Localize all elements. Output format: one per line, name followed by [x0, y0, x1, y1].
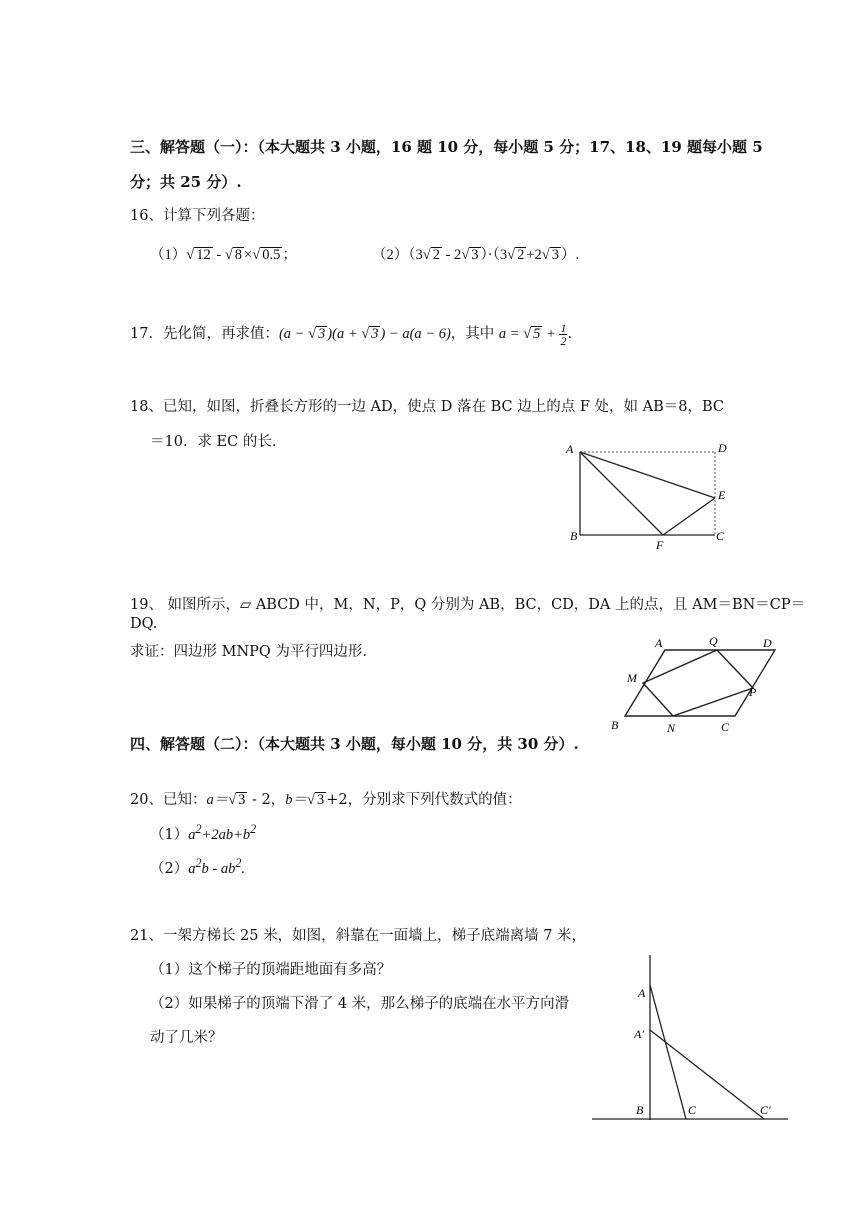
sqrt-icon: √	[307, 792, 315, 808]
sqrt-icon: √	[541, 247, 550, 263]
q19-label-m: M	[627, 671, 637, 685]
q18-label-e: E	[718, 488, 726, 502]
section-3-heading-line2: 分；共 25 分）.	[130, 173, 242, 191]
q19-label-a: A	[655, 636, 663, 650]
sqrt-icon: √	[224, 247, 233, 263]
q18-label-a: A	[566, 442, 574, 456]
sqrt-icon: √	[186, 247, 195, 263]
q19-figure	[605, 630, 785, 740]
q21-figure	[588, 950, 793, 1125]
q21-label-b: B	[636, 1103, 644, 1117]
sqrt-icon: √	[422, 247, 431, 263]
sqrt-icon: √	[308, 326, 317, 342]
q20-part1-expr: $a^2+2ab+b^2$	[188, 822, 257, 843]
q21-line2: （1）这个梯子的顶端距地面有多高？	[150, 962, 392, 978]
q18-label-d: D	[718, 441, 727, 455]
q19-label-c: C	[721, 720, 730, 734]
fraction: $\frac{1}{2}$	[560, 321, 567, 349]
q18-label-c: C	[716, 529, 725, 543]
q19-label-q: Q	[709, 634, 718, 648]
q21-label-a: A	[638, 986, 646, 1000]
q19-line2: DQ.	[130, 616, 158, 632]
sqrt-icon: √	[228, 792, 237, 808]
q20-part2-expr: $a^2b - ab^2$.	[188, 856, 246, 877]
q18-label-f: F	[656, 538, 664, 552]
q20-part2: $(2)a^2b - ab^2$.	[150, 856, 246, 877]
q20-part1: $(1)a^2+2ab+b^2$	[150, 822, 257, 843]
q18-line1: 18、已知，如图，折叠长方形的一边 AD，使点 D 落在 BC 边上的点 F 处，如 AB＝8，BC	[130, 399, 724, 415]
q21-label-c: C	[688, 1103, 697, 1117]
q21-line4: 动了几米？	[150, 1030, 223, 1046]
q19-label-p: P	[749, 685, 757, 699]
q19-line1: 19、 如图所示，▱ ABCD 中，M，N，P，Q 分别为 AB，BC，CD，DA 上的点，且 AM＝BN＝CP＝	[130, 597, 806, 613]
section-4-heading: 四、解答题（二）：（本大题共 3 小题，每小题 10 分，共 30 分）.	[130, 735, 579, 753]
q16-part1: （1）√ 12 - √ 8 ×√ 0.5 ；	[150, 247, 297, 263]
q16-part2: （2）（3√ 2 - 2√ 3 ）·（3√ 2 +2√ 3 ）.	[372, 247, 580, 263]
q19-label-n: N	[667, 721, 676, 735]
sqrt-icon: √	[523, 326, 532, 342]
q19-label-b: B	[611, 718, 619, 732]
q21-line3: （2）如果梯子的顶端下滑了 4 米，那么梯子的底端在水平方向滑	[150, 996, 570, 1012]
sqrt-icon: √	[507, 247, 516, 263]
q21-label-a-prime: A′	[634, 1027, 644, 1041]
q18-label-b: B	[570, 529, 578, 543]
sqrt-icon: √	[461, 247, 470, 263]
q17-question: 17．先化简，再求值：(a − √ 3 )(a + √ 3 ) − a(a − 6)，其中 a = √ 5 + $\frac{1}{2}$ .	[130, 321, 573, 349]
q21-line1: 21、一架方梯长 25 米，如图，斜靠在一面墙上，梯子底端离墙 7 米，	[130, 928, 587, 944]
q16-title: 16、计算下列各题：	[130, 208, 265, 224]
sqrt-icon: √	[252, 247, 261, 263]
q21-label-c-prime: C′	[760, 1103, 771, 1117]
q19-line3: 求证：四边形 MNPQ 为平行四边形.	[130, 644, 368, 660]
q18-line2: ＝10．求 EC 的长.	[150, 434, 277, 450]
section-3-heading-line1: 三、解答题（一）：（本大题共 3 小题，16 题 10 分，每小题 5 分；17、18、19 题每小题 5	[130, 138, 763, 156]
q19-label-d: D	[763, 636, 772, 650]
sqrt-icon: √	[361, 326, 370, 342]
q20-question: 20、已知：a＝√ 3 - 2，b＝√ 3 +2，分别求下列代数式的值：	[130, 792, 522, 808]
q18-figure	[560, 440, 740, 555]
